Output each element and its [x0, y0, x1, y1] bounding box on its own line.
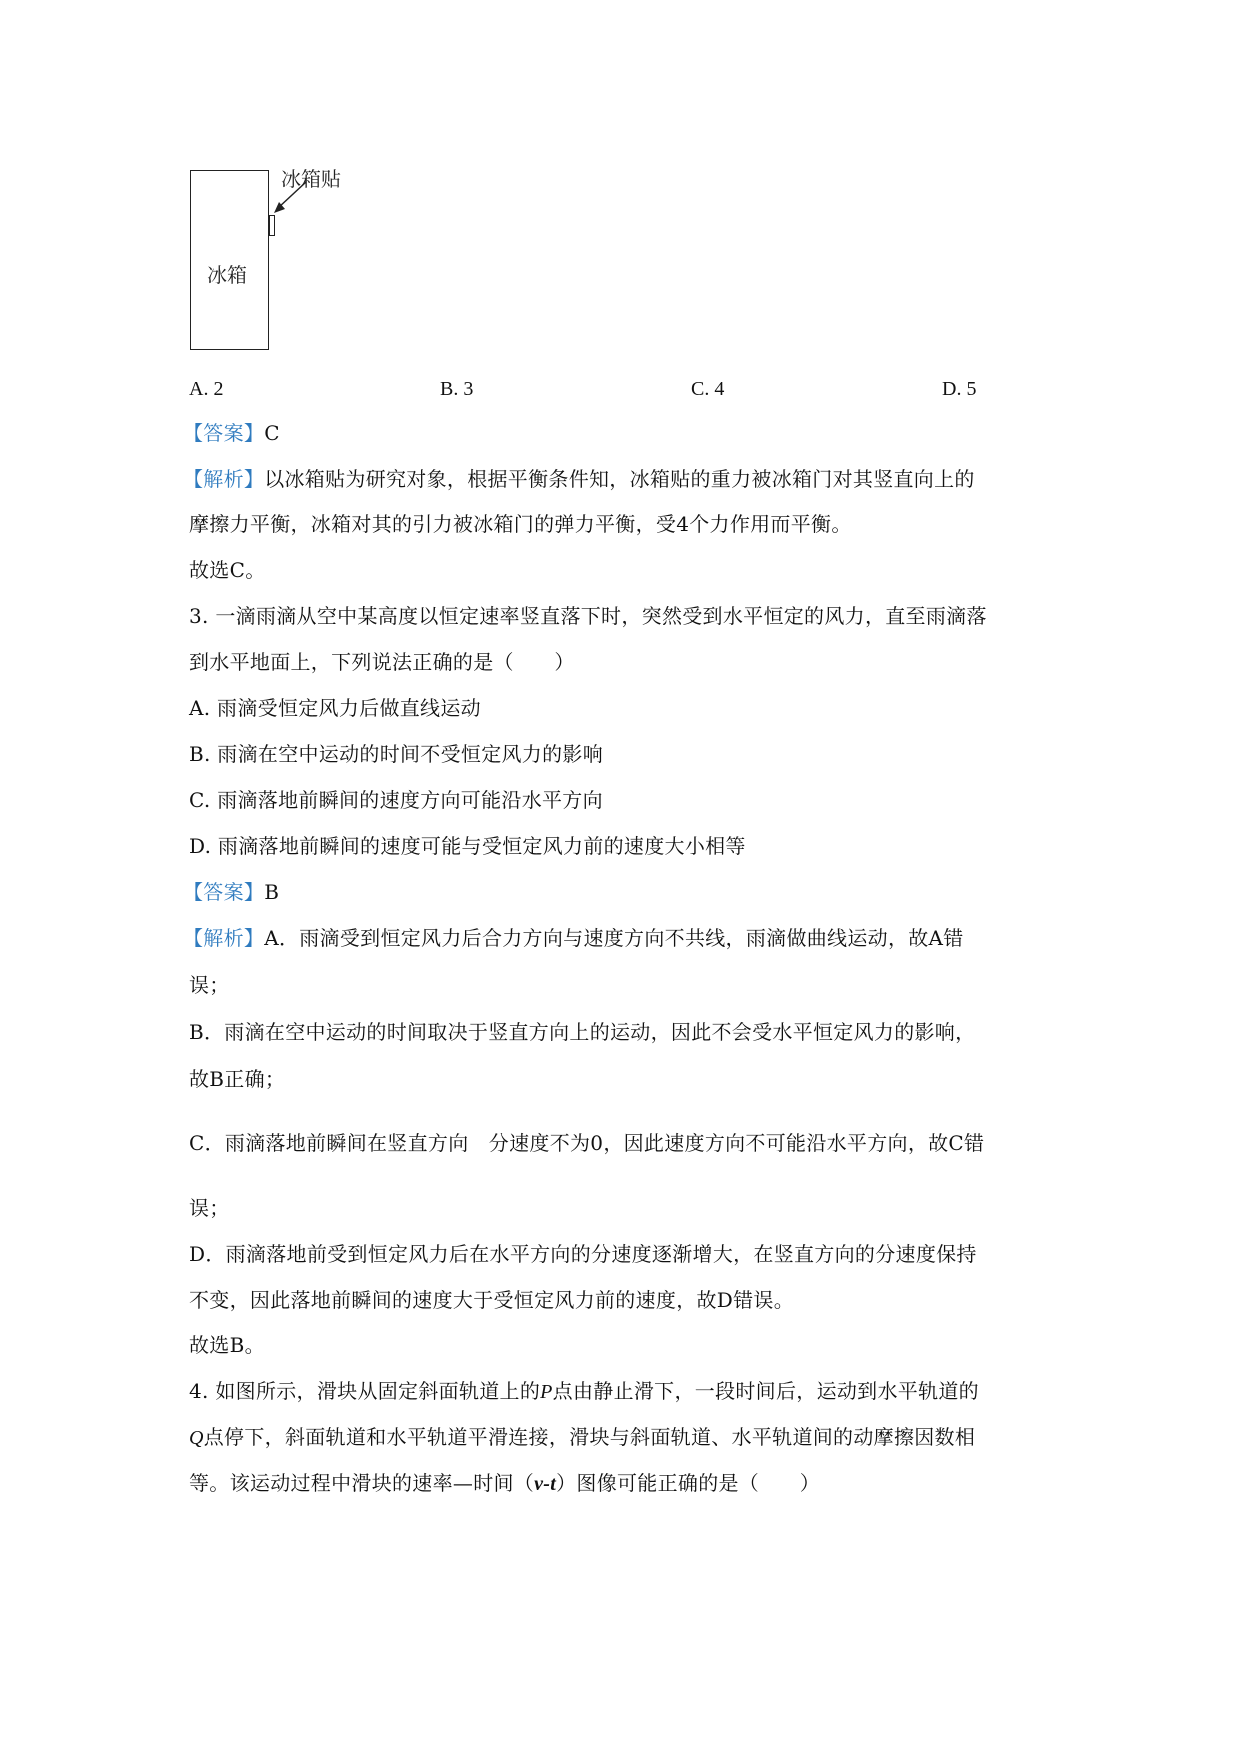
point-p: P: [540, 1381, 553, 1403]
q2-option-c: C. 4: [691, 378, 725, 400]
q4-stem-line-1: [189, 1378, 979, 1405]
answer-value: C: [264, 421, 280, 445]
q3-analysis-line-1: [183, 925, 964, 951]
q2-option-b: B. 3: [440, 378, 474, 400]
vt-symbol: v-t: [534, 1473, 557, 1495]
q3-analysis-line-3: B．雨滴在空中运动的时间取决于竖直方向上的运动，因此不会受水平恒定风力的影响，: [189, 1020, 976, 1044]
q3-analysis-line-4: 故B正确；: [189, 1067, 286, 1091]
answer-tag: 【答案】: [183, 421, 265, 445]
q4-stem-line-3: [189, 1470, 820, 1497]
q3-option-d: D. 雨滴落地前瞬间的速度可能与受恒定风力前的速度大小相等: [189, 834, 746, 858]
stem-text: ）图像可能正确的是（ ）: [556, 1471, 821, 1495]
q3-answer: [183, 879, 279, 905]
point-q: Q: [189, 1427, 204, 1449]
q3-option-c: C. 雨滴落地前瞬间的速度方向可能沿水平方向: [189, 788, 603, 812]
stem-text: 点由静止滑下，一段时间后，运动到水平轨道的: [552, 1379, 979, 1403]
q3-analysis-line-7: D．雨滴落地前受到恒定风力后在水平方向的分速度逐渐增大，在竖直方向的分速度保持: [189, 1242, 977, 1266]
q3-conclusion: 故选B。: [189, 1333, 265, 1357]
fridge-rectangle: [190, 170, 269, 350]
q3-analysis-line-8: 不变，因此落地前瞬间的速度大于受恒定风力前的速度，故D错误。: [189, 1288, 795, 1312]
fridge-label: 冰箱: [207, 263, 247, 287]
q3-stem-line-2: 到水平地面上，下列说法正确的是（ ）: [189, 650, 575, 674]
q2-option-a: A. 2: [189, 378, 224, 400]
q3-analysis-line-2: 误；: [189, 973, 230, 997]
answer-tag: 【答案】: [183, 880, 265, 904]
q2-analysis-line-2: 摩擦力平衡，冰箱对其的引力被冰箱门的弹力平衡，受4个力作用而平衡。: [189, 512, 852, 536]
stem-text: 等。该运动过程中滑块的速率—时间（: [189, 1471, 535, 1495]
analysis-text: A．雨滴受到恒定风力后合力方向与速度方向不共线，雨滴做曲线运动，故A错: [264, 926, 964, 950]
analysis-tag: 【解析】: [183, 926, 265, 950]
q2-conclusion: 故选C。: [189, 558, 266, 582]
fridge-figure: [190, 167, 390, 360]
q2-answer: [183, 420, 280, 446]
analysis-text: 以冰箱贴为研究对象，根据平衡条件知，冰箱贴的重力被冰箱门对其竖直向上的: [264, 467, 975, 491]
q2-analysis-line-1: [183, 466, 975, 492]
q3-option-b: B. 雨滴在空中运动的时间不受恒定风力的影响: [189, 742, 604, 766]
stem-text: 点停下，斜面轨道和水平轨道平滑连接，滑块与斜面轨道、水平轨道间的动摩擦因数相: [203, 1425, 976, 1449]
q3-analysis-line-5: C．雨滴落地前瞬间在竖直方向 分速度不为0，因此速度方向不可能沿水平方向，故C错: [189, 1131, 985, 1155]
q4-stem-line-2: [189, 1424, 975, 1451]
analysis-tag: 【解析】: [183, 467, 265, 491]
q3-stem-line-1: 3. 一滴雨滴从空中某高度以恒定速率竖直落下时，突然受到水平恒定的风力，直至雨滴落: [189, 604, 987, 628]
stem-text: 4. 如图所示，滑块从固定斜面轨道上的: [189, 1379, 541, 1403]
q3-analysis-line-6: 误；: [189, 1196, 230, 1220]
answer-value: B: [264, 880, 280, 904]
q2-option-d: D. 5: [942, 378, 977, 400]
q3-option-a: A. 雨滴受恒定风力后做直线运动: [189, 696, 481, 720]
magnet-label: 冰箱贴: [281, 167, 341, 191]
